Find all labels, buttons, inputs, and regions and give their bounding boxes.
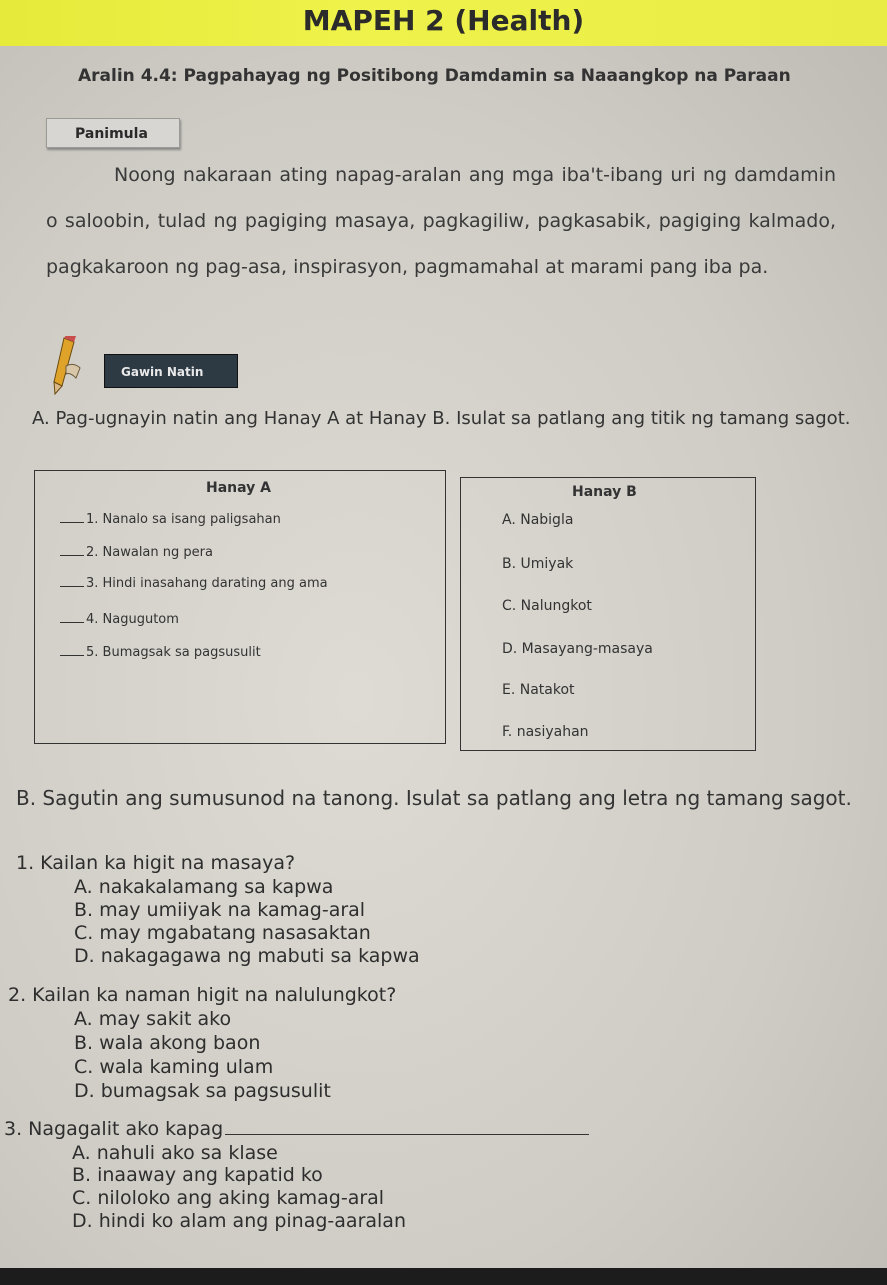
option-3b[interactable]: B. inaaway ang kapatid ko: [72, 1164, 323, 1186]
hanay-a-title: Hanay A: [206, 480, 271, 496]
option-1d[interactable]: D. nakagagawa ng mabuti sa kapwa: [74, 945, 420, 967]
option-2b[interactable]: B. wala akong baon: [74, 1032, 261, 1054]
screen-bezel: [0, 1268, 887, 1285]
question-1: 1. Kailan ka higit na masaya?: [16, 852, 296, 874]
answer-blank[interactable]: [60, 655, 84, 656]
question-2: 2. Kailan ka naman higit na nalulungkot?: [8, 984, 397, 1006]
hanay-b-item: A. Nabigla: [502, 512, 574, 528]
question-3: 3. Nagagalit ako kapag: [4, 1118, 589, 1140]
option-1a[interactable]: A. nakakalamang sa kapwa: [74, 876, 334, 898]
hanay-b-item: C. Nalungkot: [502, 598, 592, 614]
option-2c[interactable]: C. wala kaming ulam: [74, 1056, 274, 1078]
hanay-a-item: 4. Nagugutom: [60, 612, 179, 627]
hanay-b-item: E. Natakot: [502, 682, 575, 698]
option-1c[interactable]: C. may mgabatang nasasaktan: [74, 922, 371, 944]
option-2d[interactable]: D. bumagsak sa pagsusulit: [74, 1080, 331, 1102]
instruction-a: A. Pag-ugnayin natin ang Hanay A at Hanay B. Isulat sa patlang ang titik ng tamang sagot.: [32, 408, 851, 429]
hanay-a-item: 3. Hindi inasahang darating ang ama: [60, 576, 328, 591]
answer-blank[interactable]: [60, 622, 84, 623]
option-3a[interactable]: A. nahuli ako sa klase: [72, 1142, 278, 1164]
panimula-label: Panimula: [46, 118, 180, 148]
lesson-title: Aralin 4.4: Pagpahayag ng Positibong Damdamin sa Naaangkop na Paraan: [78, 66, 791, 86]
option-3d[interactable]: D. hindi ko alam ang pinag-aaralan: [72, 1210, 406, 1232]
hanay-a-item: 5. Bumagsak sa pagsusulit: [60, 645, 261, 660]
answer-blank[interactable]: [60, 522, 84, 523]
answer-blank[interactable]: [60, 555, 84, 556]
instruction-b: B. Sagutin ang sumusunod na tanong. Isulat sa patlang ang letra ng tamang sagot.: [16, 786, 852, 810]
page-title: MAPEH 2 (Health): [302, 4, 585, 37]
panimula-paragraph: Noong nakaraan ating napag-aralan ang mga iba't-ibang uri ng damdamin o saloobin, tulad ng pagiging masaya, pagkagiliw, pagkasabik, pagiging kalmado, pagkakaroon ng pag-asa, inspirasyon, pagmamahal at marami pang iba pa.: [46, 164, 836, 278]
option-2a[interactable]: A. may sakit ako: [74, 1008, 232, 1030]
hanay-b-item: B. Umiyak: [502, 556, 574, 572]
hanay-b-item: D. Masayang-masaya: [502, 641, 653, 657]
option-1b[interactable]: B. may umiiyak na kamag-aral: [74, 899, 366, 921]
hanay-a-item: 1. Nanalo sa isang paligsahan: [60, 512, 281, 527]
hanay-b-item: F. nasiyahan: [502, 724, 589, 740]
hanay-a-item: 2. Nawalan ng pera: [60, 545, 213, 560]
answer-line[interactable]: [225, 1134, 589, 1135]
pencil-icon: [46, 336, 96, 396]
gawin-natin-label: Gawin Natin: [104, 354, 238, 388]
hanay-b-title: Hanay B: [572, 484, 637, 500]
option-3c[interactable]: C. niloloko ang aking kamag-aral: [72, 1187, 385, 1209]
answer-blank[interactable]: [60, 586, 84, 587]
